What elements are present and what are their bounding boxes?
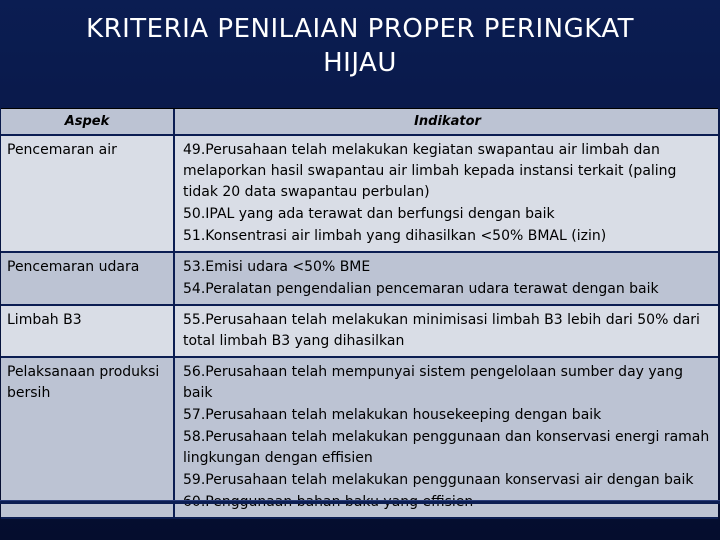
table-row <box>1 306 718 358</box>
table-row <box>1 253 718 306</box>
header-aspek: Aspek <box>1 109 173 134</box>
indicator-item: 53.Emisi udara <50% BME <box>183 259 371 275</box>
table-row <box>1 136 718 253</box>
table-row <box>1 358 718 519</box>
indicator-cell <box>173 136 718 251</box>
aspect-cell: Pelaksanaan produksi bersih <box>1 358 173 517</box>
slide-title <box>0 12 720 80</box>
indicator-item: 58.Perusahaan telah melakukan penggunaan dan konservasi energi ramah lingkungan dengan effisien <box>183 429 710 466</box>
header-indikator: Indikator <box>173 109 718 134</box>
indicator-cell <box>173 253 718 304</box>
indicator-cell <box>173 358 718 517</box>
indicator-cell <box>173 306 718 356</box>
indicator-item: 51.Konsentrasi air limbah yang dihasilkan <50% BMAL (izin) <box>183 228 607 244</box>
indicator-item: 59.Perusahaan telah melakukan penggunaan konservasi air dengan baik <box>183 472 694 488</box>
slide-title-line-1: KRITERIA PENILAIAN PROPER PERINGKAT <box>86 14 634 44</box>
indicator-item: 50.IPAL yang ada terawat dan berfungsi dengan baik <box>183 206 555 222</box>
indicator-item: 57.Perusahaan telah melakukan housekeeping dengan baik <box>183 407 602 423</box>
indicator-item: 56.Perusahaan telah mempunyai sistem pengelolaan sumber day yang baik <box>183 364 684 401</box>
table-header-row <box>1 109 718 136</box>
aspect-cell: Pencemaran udara <box>1 253 173 304</box>
indicator-item: 54.Peralatan pengendalian pencemaran udara terawat dengan baik <box>183 281 659 297</box>
indicator-item: 55.Perusahaan telah melakukan minimisasi limbah B3 lebih dari 50% dari total limbah B3 yang dihasilkan <box>183 312 700 349</box>
indicator-item: 49.Perusahaan telah melakukan kegiatan swapantau air limbah dan melaporkan hasil swapantau air limbah kepada instansi terkait (paling tidak 20 data swapantau perbulan) <box>183 142 677 200</box>
aspect-cell: Pencemaran air <box>1 136 173 251</box>
bottom-divider <box>0 500 720 504</box>
criteria-table <box>1 108 718 519</box>
aspect-cell: Limbah B3 <box>1 306 173 356</box>
slide-title-line-2: HIJAU <box>323 48 397 78</box>
